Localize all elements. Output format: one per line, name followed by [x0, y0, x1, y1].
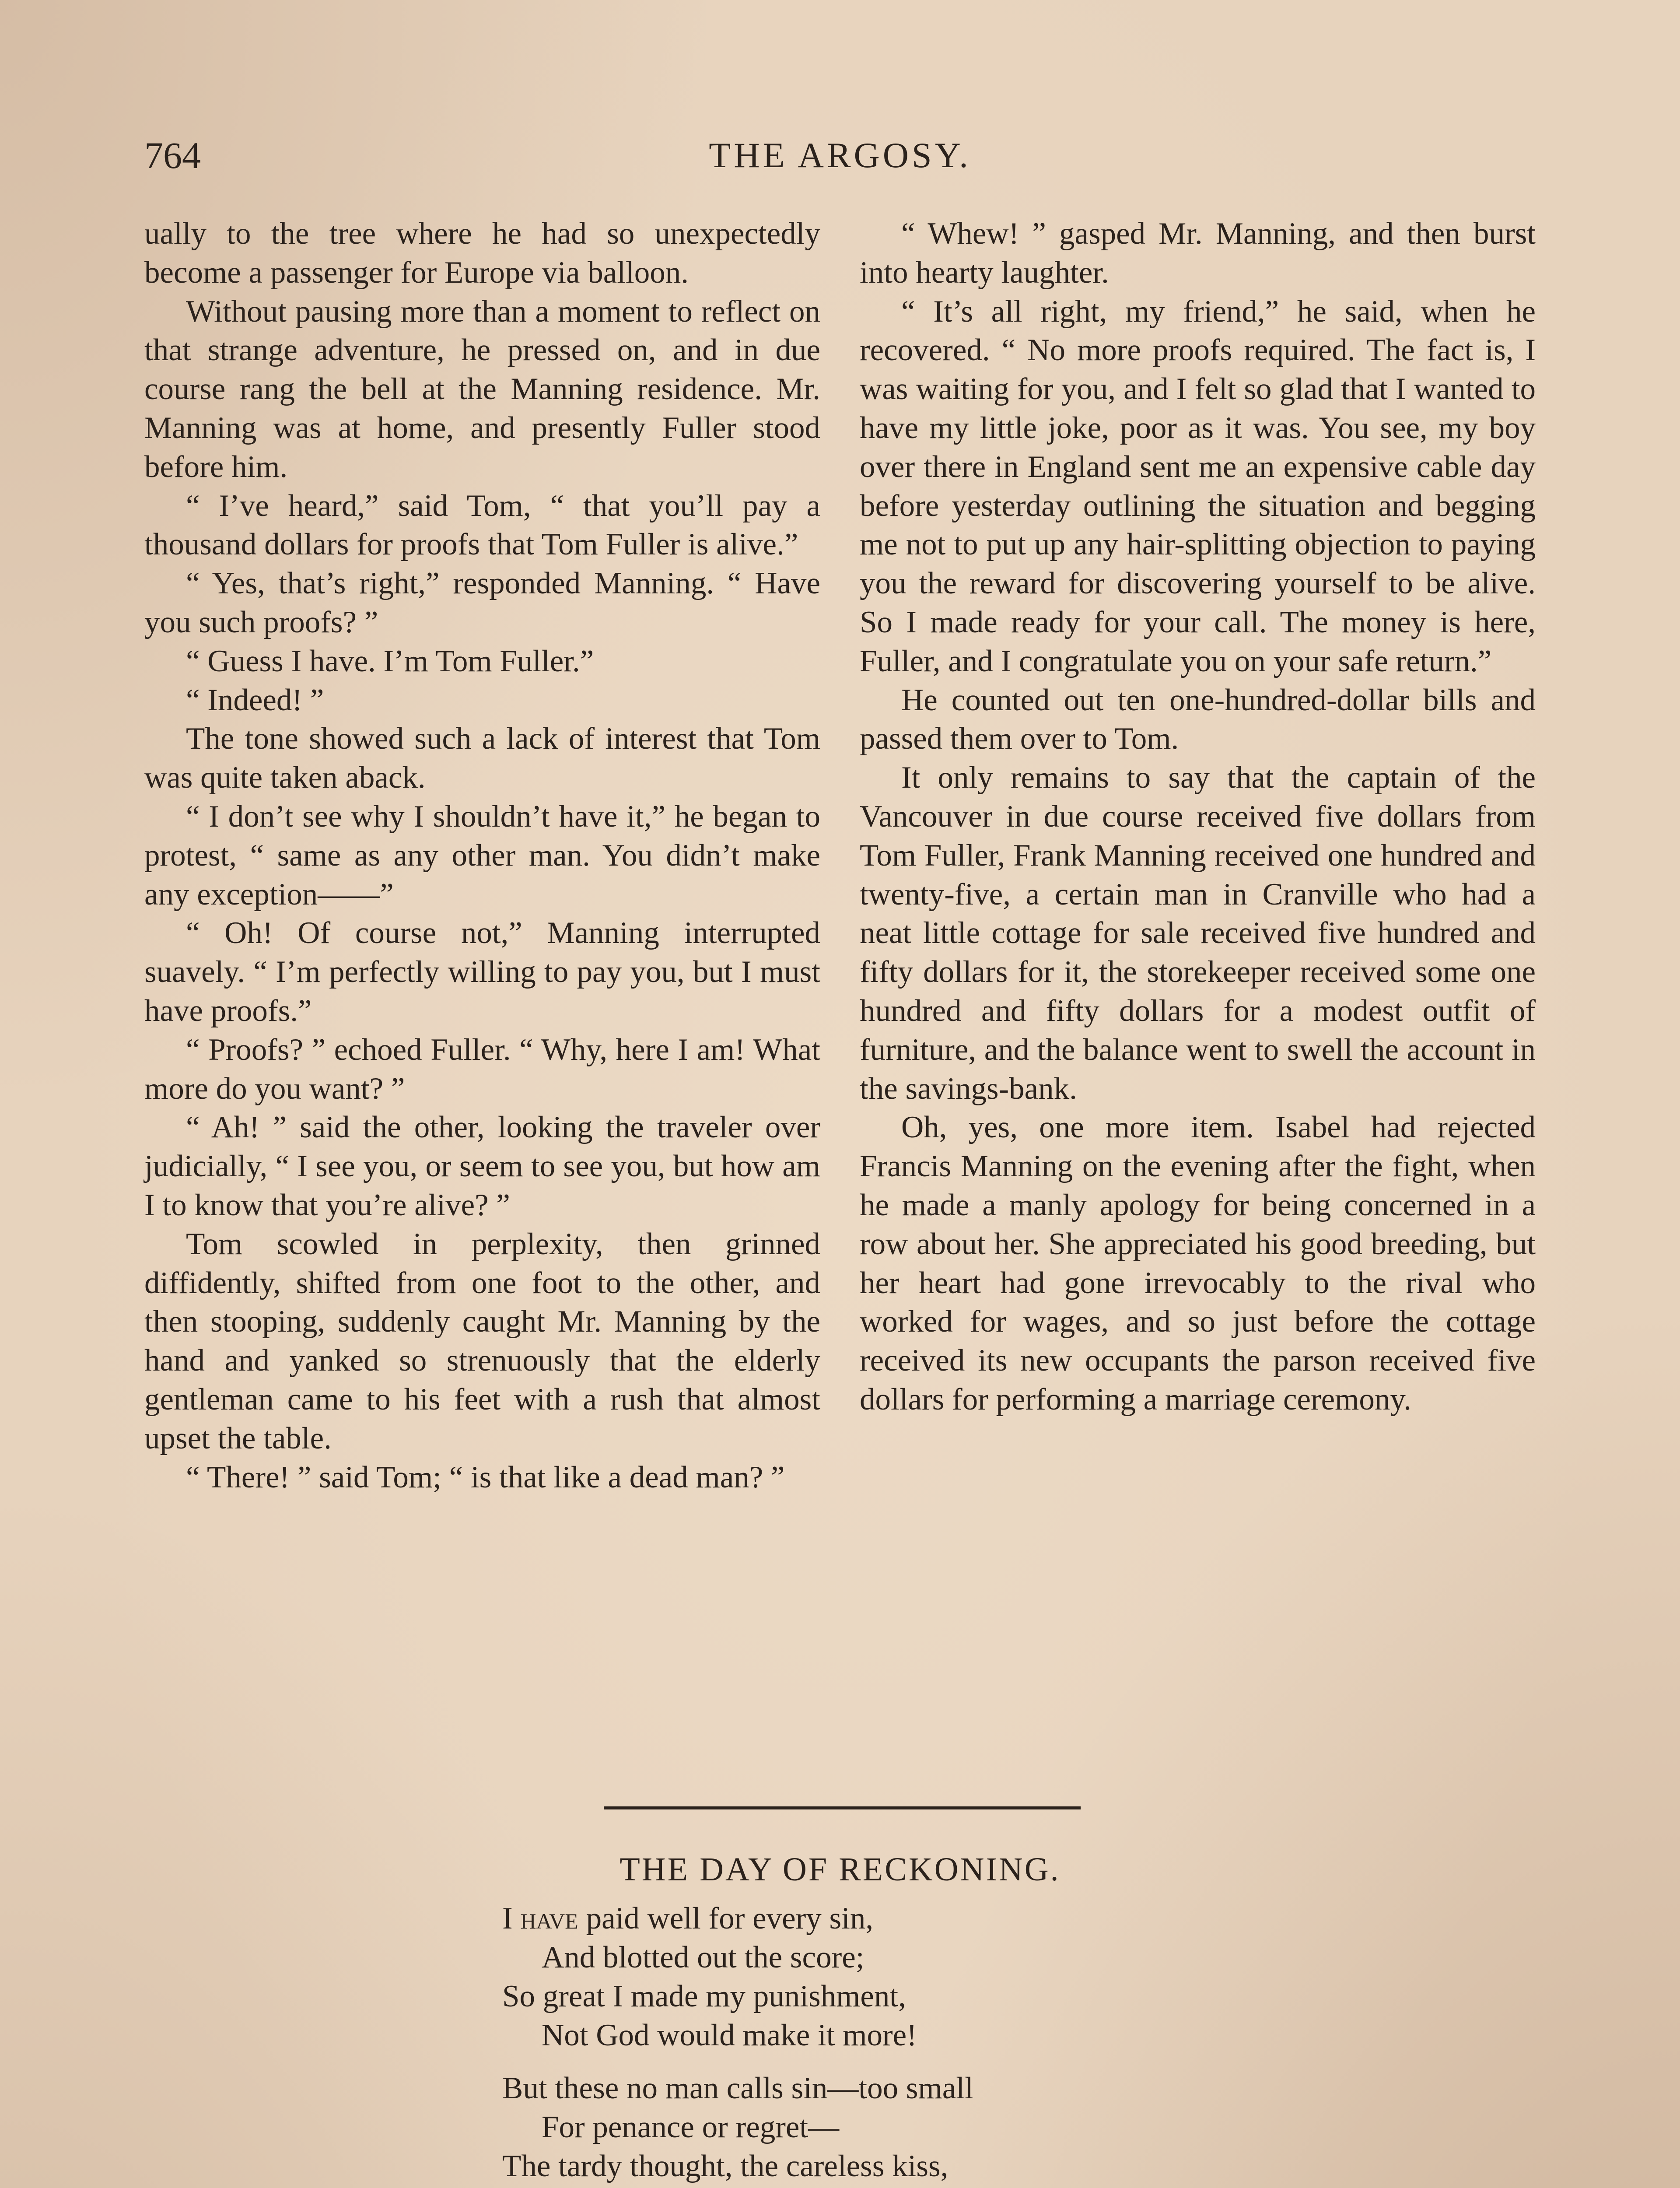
story-column-left [144, 214, 820, 1497]
story-paragraph: Tom scowled in perplexity, then grinned diffidently, shifted from one foot to the other, and then stooping, suddenly caught Mr. Manning by the hand and yanked so strenuously that the elderly gentleman came to his feet with a rush that almost upset the table. [144, 1227, 820, 1455]
story-paragraph: “ Indeed! ” [186, 683, 324, 717]
story-paragraph: “ Whew! ” gasped Mr. Manning, and then burst into hearty laughter. [860, 217, 1536, 290]
story-paragraph: It only remains to say that the captain of the Vancouver in due course received five dollars from Tom Fuller, Frank Manning received one hundred and twenty-five, a certain man in Cranville who had a neat little cottage for sale received five hundred and fifty dollars for it, the storekeeper received some one hundred and fifty dollars for a modest outfit of furniture, and the balance went to swell the account in the savings-bank. [860, 761, 1536, 1106]
running-title: THE ARGOSY. [709, 135, 971, 175]
story-paragraph: “ Ah! ” said the other, looking the traveler over judicially, “ I see you, or seem to see you, but how am I to know that you’re alive? ” [144, 1110, 820, 1222]
story-column-right [860, 214, 1536, 1419]
poem-line-text: paid well for every sin, [578, 1901, 874, 1936]
poem-body [502, 1899, 1334, 2188]
poem-line: So great I made my punishment, [502, 1979, 906, 2013]
poem-line: The tardy thought, the careless kiss, [502, 2149, 948, 2183]
page-number: 764 [144, 134, 201, 176]
poem-line [502, 1899, 1334, 1938]
story-paragraph: “ Yes, that’s right,” responded Manning. “ Have you such proofs? ” [144, 566, 820, 639]
story-paragraph: “ There! ” said Tom; “ is that like a dead man? ” [186, 1460, 785, 1494]
poem-line: And blotted out the score; [542, 1940, 864, 1974]
poem-stanza [502, 2069, 1334, 2188]
story-paragraph: Without pausing more than a moment to reflect on that strange adventure, he pressed on, and in due course rang the bell at the Manning residence. Mr. Manning was at home, and presently Fuller stood before him. [144, 294, 820, 484]
poem-opening-words: I have [502, 1901, 578, 1936]
section-divider [604, 1806, 1081, 1809]
story-paragraph: Oh, yes, one more item. Isabel had rejected Francis Manning on the evening after the fight, when he made a manly apology for being concerned in a row about her. She appreciated his good breeding, but her heart had gone irrevocably to the rival who worked for wages, and so just before the cottage received its new occupants the parson received five dollars for performing a marriage ceremony. [860, 1110, 1536, 1417]
story-paragraph: “ I’ve heard,” said Tom, “ that you’ll pay a thousand dollars for proofs that Tom Fuller is alive.” [144, 488, 820, 562]
poem-line [502, 2186, 1334, 2188]
story-paragraph: “ I don’t see why I shouldn’t have it,” he began to protest, “ same as any other man. You didn’t make any exception——” [144, 799, 820, 912]
story-paragraph: “ Proofs? ” echoed Fuller. “ Why, here I am! What more do you want? ” [144, 1032, 820, 1106]
poem-line: But these no man calls sin—too small [502, 2071, 973, 2105]
story-paragraph: “ Oh! Of course not,” Manning interrupted suavely. “ I’m perfectly willing to pay you, but I must have proofs.” [144, 916, 820, 1028]
story-paragraph: “ It’s all right, my friend,” he said, when he recovered. “ No more proofs required. The fact is, I was waiting for you, and I felt so glad that I wanted to have my little joke, poor as it was. You see, my boy over there in England sent me an expensive cable day before yesterday outlining the situation and begging me not to put up any hair-splitting objection to paying you the reward for discovering yourself to be alive. So I made ready for your call. The money is here, Fuller, and I congratulate you on your safe return.” [860, 294, 1536, 678]
page-header [144, 131, 1536, 184]
story-paragraph: He counted out ten one-hundred-dollar bills and passed them over to Tom. [860, 683, 1536, 756]
story-paragraph: The tone showed such a lack of interest that Tom was quite taken aback. [144, 722, 820, 795]
story-paragraph: “ Guess I have. I’m Tom Fuller.” [186, 644, 594, 678]
poem-stanza [502, 1899, 1334, 2055]
poem-title: THE DAY OF RECKONING. [620, 1851, 1060, 1888]
poem-line: For penance or regret— [542, 2110, 840, 2144]
story-paragraph: ually to the tree where he had so unexpectedly become a passenger for Europe via balloon. [144, 217, 820, 290]
poem-line: Not God would make it more! [542, 2018, 917, 2052]
